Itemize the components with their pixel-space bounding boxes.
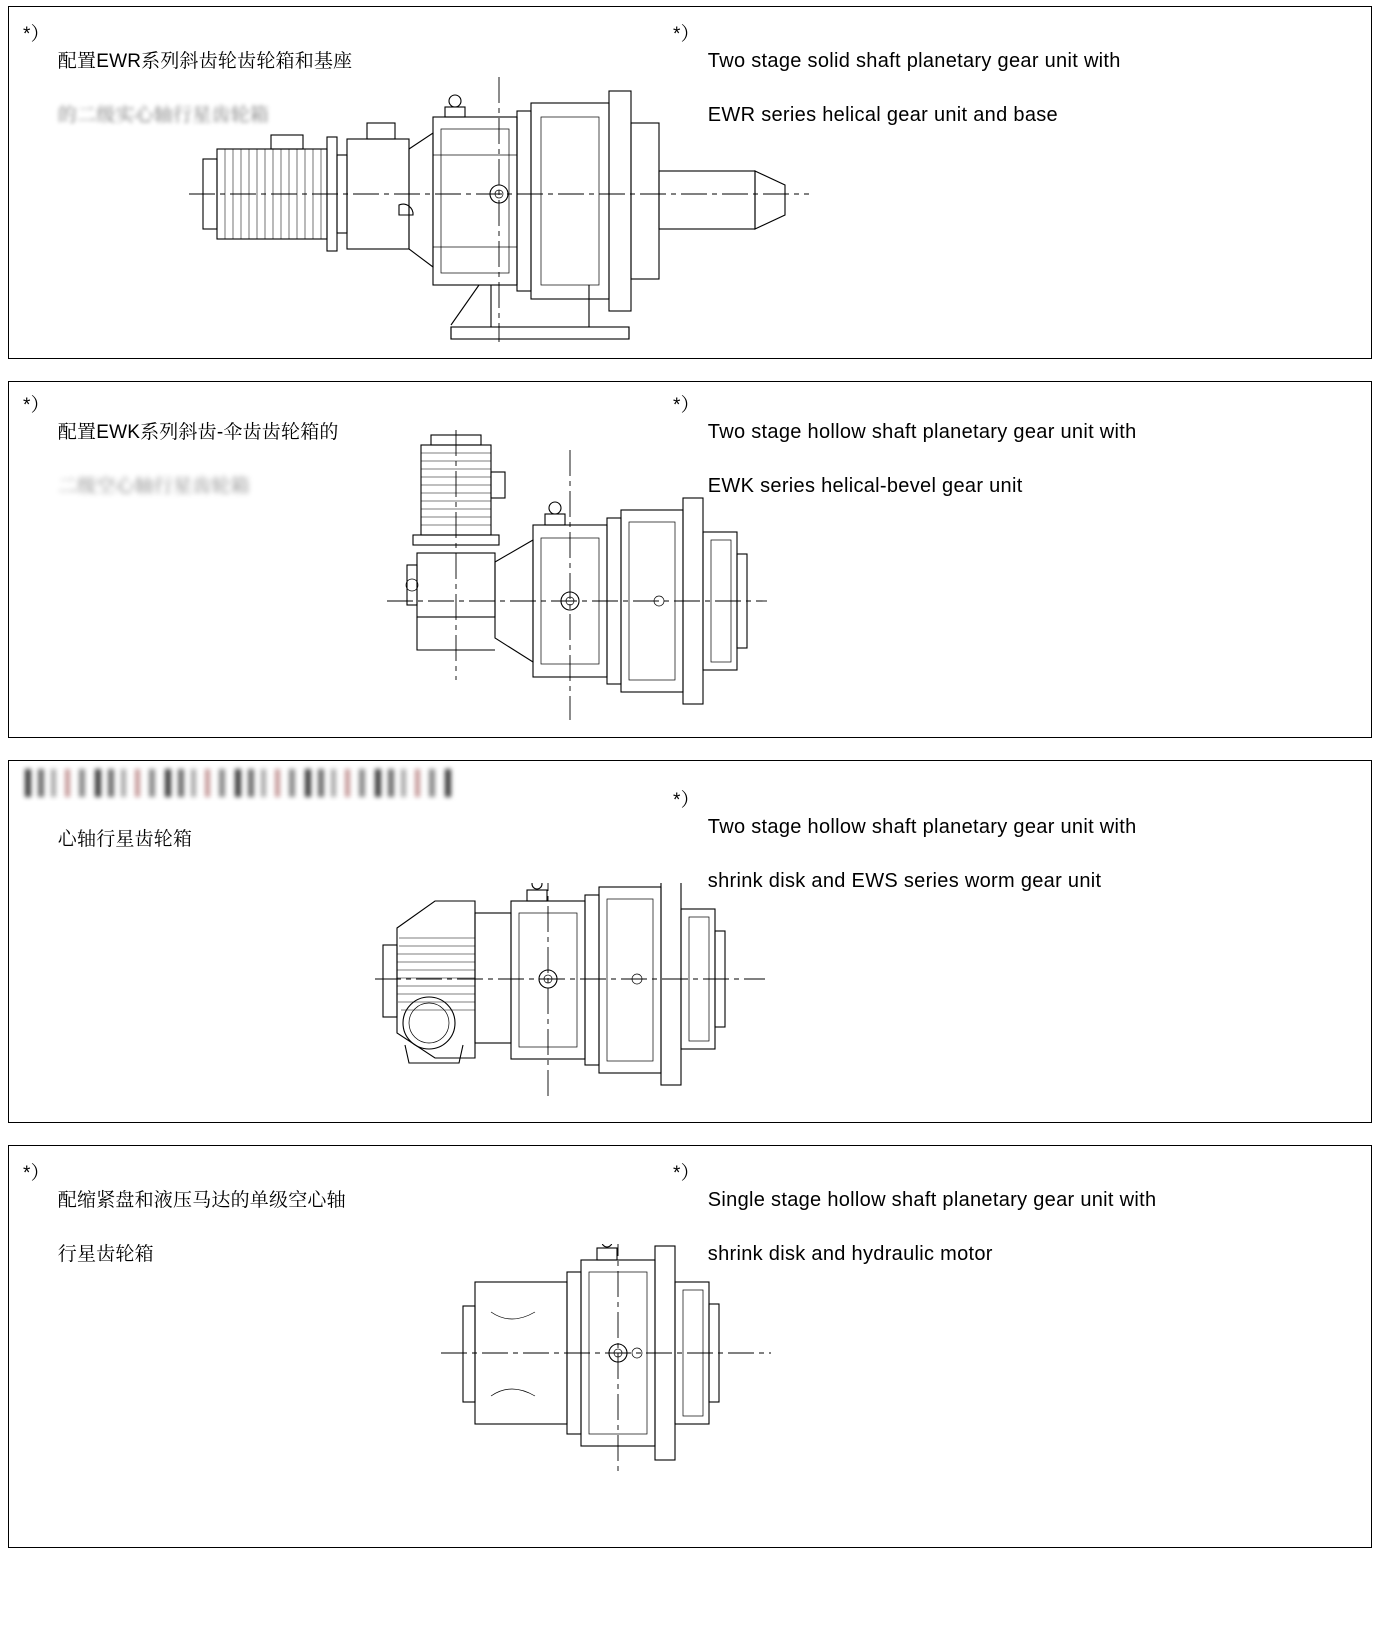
caption-english-2-text xyxy=(708,392,1137,500)
caption-chinese-2-text xyxy=(58,392,339,500)
caption-chinese-4-line2: 行星齿轮箱 xyxy=(57,1244,154,1265)
bullet-marker: *） xyxy=(23,395,50,416)
caption-english-4-line2: shrink disk and hydraulic motor xyxy=(707,1243,993,1265)
caption-english-3-line1: Two stage hollow shaft planetary gear unit with xyxy=(707,816,1137,838)
caption-english-3 xyxy=(673,787,1137,895)
panel-two-stage-hollow-shaft-worm xyxy=(8,760,1372,1123)
caption-english-1-line2: EWR series helical gear unit and base xyxy=(707,104,1058,126)
caption-english-2-line2: EWK series helical-bevel gear unit xyxy=(707,475,1023,497)
bullet-marker: *） xyxy=(673,24,700,45)
panel-two-stage-solid-shaft xyxy=(8,6,1372,359)
bullet-marker: *） xyxy=(673,790,700,811)
caption-chinese-2-line2: 二级空心轴行星齿轮箱 xyxy=(57,476,250,497)
caption-chinese-4-line1: 配缩紧盘和液压马达的单级空心轴 xyxy=(57,1190,346,1211)
drawing-two-stage-solid-shaft xyxy=(189,77,809,342)
caption-chinese-1-line2: 的二级实心轴行星齿轮箱 xyxy=(57,105,269,126)
caption-english-1-line1: Two stage solid shaft planetary gear unit with xyxy=(707,50,1121,72)
caption-chinese-3-line1-obscured xyxy=(25,769,455,797)
caption-english-3-line2: shrink disk and EWS series worm gear unit xyxy=(707,870,1102,892)
panel-single-stage-hydraulic xyxy=(8,1145,1372,1548)
panel-two-stage-hollow-shaft-bevel xyxy=(8,381,1372,738)
caption-english-2-line1: Two stage hollow shaft planetary gear unit with xyxy=(707,421,1137,443)
caption-chinese-3-line2: 心轴行星齿轮箱 xyxy=(57,829,193,850)
caption-chinese-4-text xyxy=(58,1160,346,1268)
caption-english-3-text xyxy=(708,787,1137,895)
bullet-marker: *） xyxy=(23,1163,50,1184)
caption-chinese-3 xyxy=(23,799,192,853)
caption-chinese-3-text xyxy=(58,799,192,853)
caption-chinese-2 xyxy=(23,392,339,500)
drawing-single-stage-hydraulic xyxy=(441,1244,771,1474)
bullet-marker: *） xyxy=(673,395,700,416)
bullet-marker: *） xyxy=(23,24,50,45)
bullet-marker: *） xyxy=(673,1163,700,1184)
caption-chinese-1-line1: 配置EWR系列斜齿轮齿轮箱和基座 xyxy=(57,51,353,72)
caption-english-4-text xyxy=(708,1160,1157,1268)
drawing-two-stage-hollow-shaft-bevel xyxy=(387,430,767,720)
caption-chinese-2-line1: 配置EWK系列斜齿-伞齿齿轮箱的 xyxy=(57,422,339,443)
caption-chinese-4 xyxy=(23,1160,346,1268)
caption-english-4-line1: Single stage hollow shaft planetary gear unit with xyxy=(707,1189,1157,1211)
drawing-two-stage-hollow-shaft-worm xyxy=(375,883,765,1098)
